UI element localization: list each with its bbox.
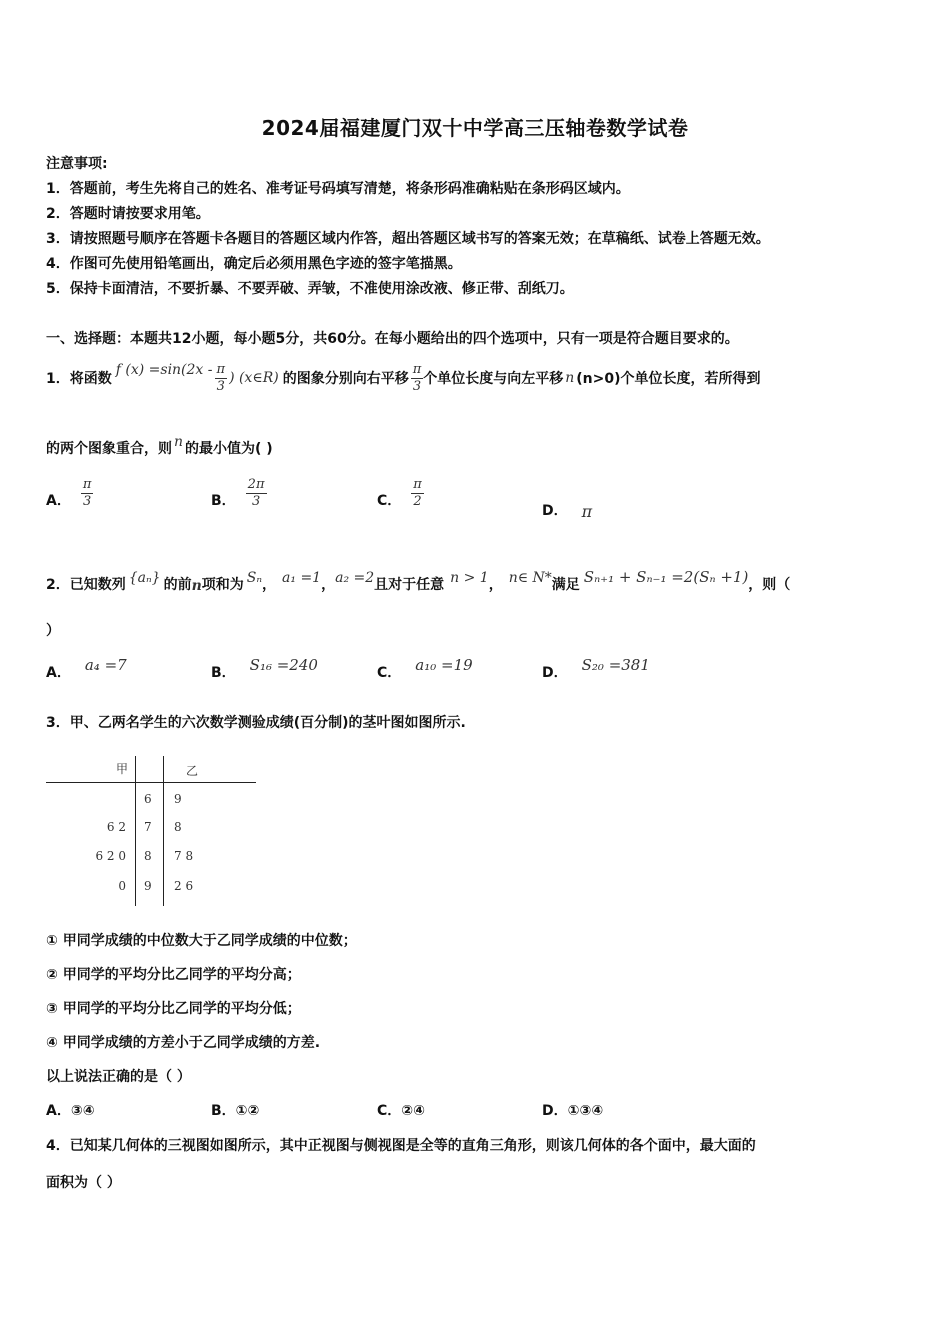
option-label: D． xyxy=(542,665,568,681)
q2-n: n xyxy=(191,578,202,594)
q1-condition: (n>0)个单位长度，若所得到 xyxy=(576,371,761,387)
stem-leaf-plot xyxy=(46,756,258,906)
option-label: B． xyxy=(211,1103,236,1119)
q2-prefix: 2．已知数列 xyxy=(46,577,126,593)
q1-phase-num: π xyxy=(216,361,226,377)
stem-leaf-stem: 9 xyxy=(144,879,152,893)
stem-leaf-right-leaves: 9 xyxy=(174,792,182,806)
option-label: C． xyxy=(377,1103,402,1119)
option-value: S₁₆ =240 xyxy=(249,656,318,674)
fraction-num: π xyxy=(82,476,92,492)
q2-n-in-N: n∈ N* xyxy=(508,570,552,586)
q1-option-b-fraction xyxy=(246,477,267,510)
option-label: C． xyxy=(377,665,402,681)
q2-a2: a₂ =2 xyxy=(335,570,375,586)
q2-text: 满足 xyxy=(551,577,580,593)
q3-statement-4: ④ 甲同学成绩的方差小于乙同学成绩的方差. xyxy=(46,1035,321,1051)
question-1-line2 xyxy=(46,434,273,458)
option-label: D． xyxy=(542,1103,568,1119)
q1-option-d[interactable] xyxy=(542,498,592,521)
q1-option-a[interactable] xyxy=(46,476,93,510)
option-label: D． xyxy=(542,502,568,519)
option-value: a₄ =7 xyxy=(84,656,127,674)
fraction-den: 3 xyxy=(82,493,92,509)
q2-comma: ， xyxy=(321,577,336,593)
q2-option-c[interactable] xyxy=(377,652,473,682)
stem-leaf-stem: 7 xyxy=(144,820,152,834)
section-heading: 一、选择题：本题共12小题，每小题5分，共60分。在每小题给出的四个选项中，只有一项是符合题目要求的。 xyxy=(46,331,739,347)
stem-leaf-divider-h xyxy=(46,782,256,783)
option-label: B． xyxy=(211,493,236,509)
q2-a1: a₁ =1 xyxy=(282,570,322,586)
notice-item: 1．答题前，考生先将自己的姓名、准考证号码填写清楚，将条形码准确粘贴在条形码区域内。 xyxy=(46,181,630,197)
q1-n-variable-2: n xyxy=(174,434,184,450)
option-value: ①② xyxy=(235,1103,260,1119)
q2-comma: ， xyxy=(262,577,277,593)
question-1 xyxy=(46,356,761,400)
stem-leaf-stem: 8 xyxy=(144,849,152,863)
q1-n-variable: n xyxy=(565,370,575,386)
q2-option-d[interactable] xyxy=(542,652,650,682)
option-label: B． xyxy=(211,665,236,681)
fraction-den: 2 xyxy=(413,493,422,509)
stem-leaf-header-right: 乙 xyxy=(185,764,198,778)
q3-option-a[interactable] xyxy=(46,1100,95,1120)
q1-option-c[interactable] xyxy=(377,476,424,510)
option-value: ①③④ xyxy=(567,1103,604,1119)
stem-leaf-right-leaves: 2 6 xyxy=(174,879,194,893)
question-4: 4．已知某几何体的三视图如图所示，其中正视图与侧视图是全等的直角三角形，则该几何体的各个面中，最大面的 xyxy=(46,1138,756,1154)
q1-line2-b: 的最小值为( ) xyxy=(185,441,273,457)
q1-text-mid: 的图象分别向右平移 xyxy=(282,371,409,387)
q2-text: ，则（ xyxy=(748,577,791,593)
option-label: C． xyxy=(377,493,402,509)
q1-option-b[interactable] xyxy=(211,476,267,510)
option-value: S₂₀ =381 xyxy=(581,656,650,674)
notice-item: 3．请按照题号顺序在答题卡各题目的答题区域内作答，超出答题区域书写的答案无效；在草稿纸、试卷上答题无效。 xyxy=(46,231,770,247)
q1-option-c-fraction xyxy=(411,477,424,510)
q2-close-paren: ） xyxy=(46,623,60,639)
notice-heading: 注意事项: xyxy=(46,156,108,172)
q1-shift-den: 3 xyxy=(412,378,422,394)
q3-option-c[interactable] xyxy=(377,1100,425,1120)
q1-shift-fraction xyxy=(411,362,424,395)
question-2 xyxy=(46,558,790,594)
q3-ask: 以上说法正确的是（ ） xyxy=(46,1069,191,1085)
stem-leaf-left-leaves: 6 2 xyxy=(106,820,126,834)
q1-line2-a: 的两个图象重合，则 xyxy=(46,441,172,457)
q1-text-mid2: 个单位长度与向左平移 xyxy=(423,371,564,387)
q1-domain: ) (x∈R) xyxy=(229,370,279,386)
q2-sn: Sₙ xyxy=(246,570,263,586)
option-label: A． xyxy=(46,665,71,681)
option-value: ②④ xyxy=(401,1103,425,1119)
q2-comma: ， xyxy=(488,577,503,593)
page-title: 2024届福建厦门双十中学高三压轴卷数学试卷 xyxy=(261,116,689,140)
stem-leaf-left-leaves: 6 2 0 xyxy=(95,849,126,863)
stem-leaf-header-left: 甲 xyxy=(115,762,128,776)
question-4-line2: 面积为（ ） xyxy=(46,1175,121,1191)
q3-option-d[interactable] xyxy=(542,1100,603,1120)
stem-leaf-right-leaves: 8 xyxy=(174,820,182,834)
fraction-num: 2π xyxy=(247,476,265,492)
stem-leaf-divider-v1 xyxy=(135,756,136,906)
q1-phase-den: 3 xyxy=(216,378,225,394)
q2-text: 项和为 xyxy=(201,577,244,593)
q2-text: 的前 xyxy=(163,577,192,593)
q2-sequence: {aₙ} xyxy=(128,570,161,586)
fraction-den: 3 xyxy=(251,493,261,509)
stem-leaf-stem: 6 xyxy=(144,792,152,806)
option-value: a₁₀ =19 xyxy=(415,656,473,674)
q2-option-a[interactable] xyxy=(46,652,127,682)
q3-statement-1: ① 甲同学成绩的中位数大于乙同学成绩的中位数； xyxy=(46,933,357,949)
stem-leaf-right-leaves: 7 8 xyxy=(174,849,194,863)
q2-n-gt-1: n > 1 xyxy=(450,570,489,586)
q2-recurrence: Sₙ₊₁ + Sₙ₋₁ =2(Sₙ +1) xyxy=(583,568,749,586)
q2-option-b[interactable] xyxy=(211,652,318,682)
notice-item: 4．作图可先使用铅笔画出，确定后必须用黑色字迹的签字笔描黑。 xyxy=(46,256,462,272)
q3-statement-3: ③ 甲同学的平均分比乙同学的平均分低； xyxy=(46,1001,301,1017)
notice-item: 2．答题时请按要求用笔。 xyxy=(46,206,210,222)
option-label: A． xyxy=(46,1103,71,1119)
option-value: ③④ xyxy=(70,1103,95,1119)
stem-leaf-divider-v2 xyxy=(163,756,164,906)
stem-leaf-left-leaves: 0 xyxy=(118,879,126,893)
q1-phase-fraction xyxy=(215,362,228,395)
q1-function: f (x) =sin(2x - xyxy=(115,362,213,378)
question-3: 3．甲、乙两名学生的六次数学测验成绩(百分制)的茎叶图如图所示. xyxy=(46,715,466,731)
q1-option-d-value: π xyxy=(581,502,593,521)
q2-text: 且对于任意 xyxy=(374,577,445,593)
q1-shift-num: π xyxy=(412,361,422,377)
notice-item: 5．保持卡面清洁，不要折暴、不要弄破、弄皱，不准使用涂改液、修正带、刮纸刀。 xyxy=(46,281,574,297)
q1-prefix: 1．将函数 xyxy=(46,371,112,387)
q3-option-b[interactable] xyxy=(211,1100,259,1120)
q1-option-a-fraction xyxy=(81,477,94,510)
fraction-num: π xyxy=(413,476,422,492)
q3-statement-2: ② 甲同学的平均分比乙同学的平均分高； xyxy=(46,967,301,983)
option-label: A． xyxy=(46,493,71,509)
